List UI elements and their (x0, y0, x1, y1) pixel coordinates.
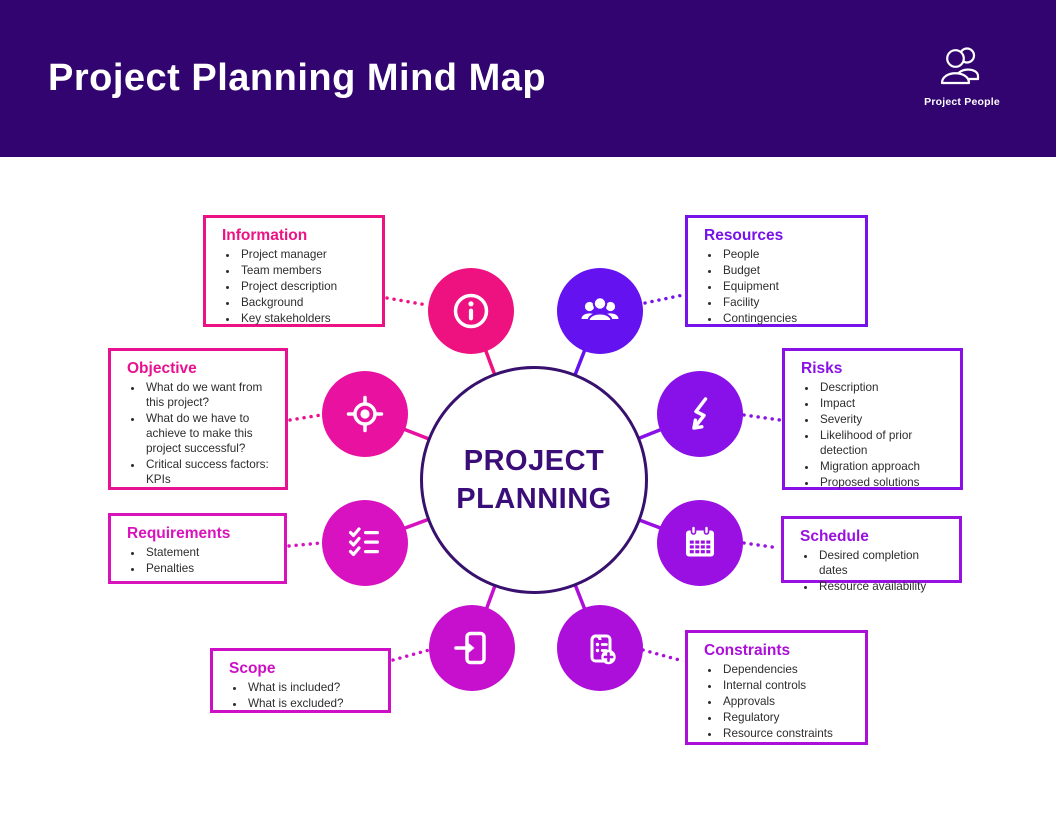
bullet-item: • Project manager (239, 248, 368, 263)
leader-objective (290, 415, 321, 420)
project-people-icon (920, 42, 1004, 92)
constraints-box (685, 630, 868, 745)
scope-box (210, 648, 391, 713)
schedule-node (657, 500, 743, 586)
leader-risks (744, 415, 780, 420)
scope-title: Scope (229, 660, 276, 677)
bullet-item: • Contingencies (721, 312, 851, 327)
info-icon (447, 287, 495, 335)
bullet-item: • Internal controls (721, 679, 851, 694)
calendar-icon (676, 519, 724, 567)
bullet-item: • Regulatory (721, 711, 851, 726)
bullet-item: • Dependencies (721, 663, 851, 678)
requirements-box (108, 513, 287, 584)
constraints-bullets (704, 663, 851, 742)
lightning-arrow-icon (676, 390, 724, 438)
header-banner (0, 0, 1056, 157)
enter-icon (448, 624, 496, 672)
requirements-node (322, 500, 408, 586)
information-title: Information (222, 227, 308, 244)
bullet-item: • People (721, 248, 851, 263)
bullet-item: • Severity (818, 413, 946, 428)
bullet-item: • Likelihood of prior detection (818, 429, 946, 459)
central-node-title: PROJECT PLANNING (456, 444, 612, 515)
bullet-item: • Desired completion dates (817, 549, 945, 579)
page-title: Project Planning Mind Map (48, 57, 547, 99)
bullet-item: • Team members (239, 264, 368, 279)
bullet-item: • Approvals (721, 695, 851, 710)
central-node (420, 366, 648, 594)
information-box (203, 215, 385, 327)
bullet-item: • Resource constraints (721, 727, 851, 742)
objective-bullets (127, 381, 271, 488)
bullet-item: • What is excluded? (246, 697, 374, 712)
add-document-icon (576, 624, 624, 672)
resources-title: Resources (704, 227, 784, 244)
leader-schedule (744, 543, 779, 548)
scope-node (429, 605, 515, 691)
group-icon (576, 287, 624, 335)
risks-node (657, 371, 743, 457)
objective-title: Objective (127, 360, 197, 377)
leader-scope (393, 650, 429, 660)
objective-node (322, 371, 408, 457)
schedule-title: Schedule (800, 528, 869, 545)
risks-bullets (801, 381, 946, 491)
leader-constraints (643, 650, 683, 661)
bullet-item: • Facility (721, 296, 851, 311)
bullet-item: • Equipment (721, 280, 851, 295)
bullet-item: • Description (818, 381, 946, 396)
checklist-icon (341, 519, 389, 567)
information-bullets (222, 248, 368, 327)
bullet-item: • Resource availability (817, 580, 945, 595)
bullet-item: • Background (239, 296, 368, 311)
bullet-item: • Critical success factors: KPIs (144, 458, 271, 488)
risks-box (782, 348, 963, 490)
objective-box (108, 348, 288, 490)
leader-information (387, 298, 427, 305)
bullet-item: • Key stakeholders (239, 312, 368, 327)
schedule-bullets (800, 549, 945, 595)
brand-logo (920, 42, 1004, 108)
resources-box (685, 215, 868, 327)
requirements-title: Requirements (127, 525, 231, 542)
scope-bullets (229, 681, 374, 712)
brand-label: Project People (924, 96, 1000, 108)
requirements-bullets (127, 546, 270, 577)
bullet-item: • Migration approach (818, 460, 946, 475)
resources-bullets (704, 248, 851, 327)
bullet-item: • Project description (239, 280, 368, 295)
bullet-item: • Budget (721, 264, 851, 279)
bullet-item: • Proposed solutions (818, 476, 946, 491)
risks-title: Risks (801, 360, 843, 377)
resources-node (557, 268, 643, 354)
schedule-box (781, 516, 962, 593)
target-icon (341, 390, 389, 438)
mind-map-stage (0, 157, 1056, 816)
constraints-title: Constraints (704, 642, 791, 659)
leader-requirements (289, 543, 321, 546)
bullet-item: • What do we have to achieve to make this project successful? (144, 412, 271, 457)
leader-resources (645, 295, 683, 303)
bullet-item: • Impact (818, 397, 946, 412)
information-node (428, 268, 514, 354)
bullet-item: • What is included? (246, 681, 374, 696)
bullet-item: • Penalties (144, 562, 270, 577)
bullet-item: • Statement (144, 546, 270, 561)
bullet-item: • What do we want from this project? (144, 381, 271, 411)
constraints-node (557, 605, 643, 691)
